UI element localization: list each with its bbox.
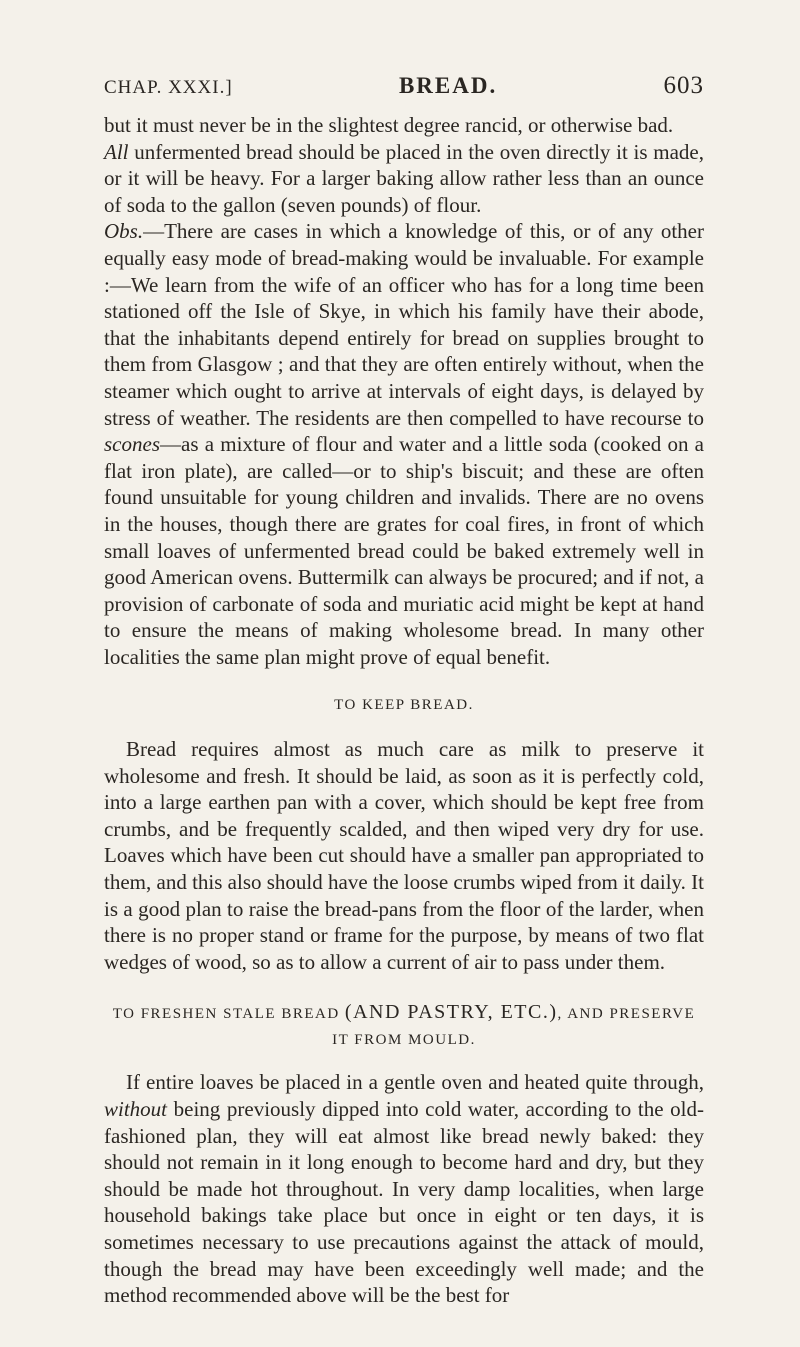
paragraph-lead: All — [104, 139, 129, 164]
heading-text: IT FROM MOULD. — [332, 1032, 476, 1049]
paragraph-freshen-bread — [104, 1069, 704, 1308]
heading-text: , AND PRESERVE — [557, 1006, 696, 1023]
page-body — [104, 112, 704, 1309]
paragraph-observation — [104, 218, 704, 670]
paragraph-keep-bread: Bread requires almost as much care as milk to preserve it wholesome and fresh. It should be laid, as soon as it is perfectly cold, into a large earthen pan with a cover, which should be kept free from crumbs, and be frequently scalded, and then wiped very dry for use. Loaves which have been cut should have a smaller pan appropriated to them, and this also should have the loose crumbs wiped from it daily. It is a good plan to raise the bread-pans from the floor of the larder, when there is no proper stand or frame for the purpose, by means of two flat wedges of wood, so as to allow a current of air to pass under them. — [104, 737, 704, 974]
chapter-label: CHAP. XXXI.] — [104, 77, 233, 98]
heading-text: TO FRESHEN STALE BREAD — [112, 1006, 345, 1023]
emphasis-without: without — [104, 1097, 168, 1121]
running-title: BREAD. — [398, 73, 498, 98]
paragraph-continuation: but it must never be in the slightest degree rancid, or otherwise bad. — [104, 113, 674, 137]
page-number: 603 — [663, 72, 704, 99]
paragraph-lead: Obs. — [104, 219, 144, 244]
paragraph-text: —There are cases in which a knowledge of this, or of any other equally easy mode of bread-making would be invaluable. For example :—We learn from the wife of an officer who has for a long time been stationed off the Isle of Skye, in which his family have their abode, that the inhabitants depend entirely for bread on supplies brought to them from Glasgow ; and that they are often entirely without, when the steamer which ought to arrive at intervals of eight days, is delayed by stress of weather. The residents are then compelled to have recourse to — [104, 219, 704, 430]
paragraph-text: —as a mixture of flour and water and a little soda (cooked on a flat iron plate), are called—or to ship's biscuit; and these are often found unsuitable for young children and invalids. There are no ovens in the houses, though there are grates for coal fires, in front of which small loaves of unfermented bread could be baked extremely well in good American ovens. Buttermilk can always be procured; and if not, a provision of carbonate of soda and muriatic acid might be kept at hand to ensure the means of making wholesome bread. In many other localities the same plan might prove of equal benefit. — [104, 432, 704, 669]
heading-text: (AND PASTRY, ETC.) — [344, 1001, 558, 1024]
running-header — [104, 72, 704, 100]
emphasis-scones: scones — [104, 432, 160, 457]
paragraph-text: being previously dipped into cold water, according to the old-fashioned plan, they will eat almost like bread newly baked: they should not remain in it long enough to become hard and dry, but they should be made hot throughout. In very damp localities, when large household bakings take place but once in eight or ten days, it is sometimes necessary to use precautions against the attack of mould, though the bread may have been exceedingly well made; and the method recommended above will be the best for — [104, 1097, 704, 1308]
paragraph-unfermented — [104, 139, 704, 219]
paragraph-text: If entire loaves be placed in a gentle oven and heated quite through, — [126, 1070, 704, 1095]
paragraph-text: unfermented bread should be placed in the oven directly it is made, or it will be heavy. For a larger baking allow rather less than an ounce of soda to the gallon (seven pounds) of flour. — [104, 139, 704, 217]
section-heading-keep-bread: TO KEEP BREAD. — [334, 697, 474, 714]
section-heading-freshen-bread — [104, 999, 704, 1053]
